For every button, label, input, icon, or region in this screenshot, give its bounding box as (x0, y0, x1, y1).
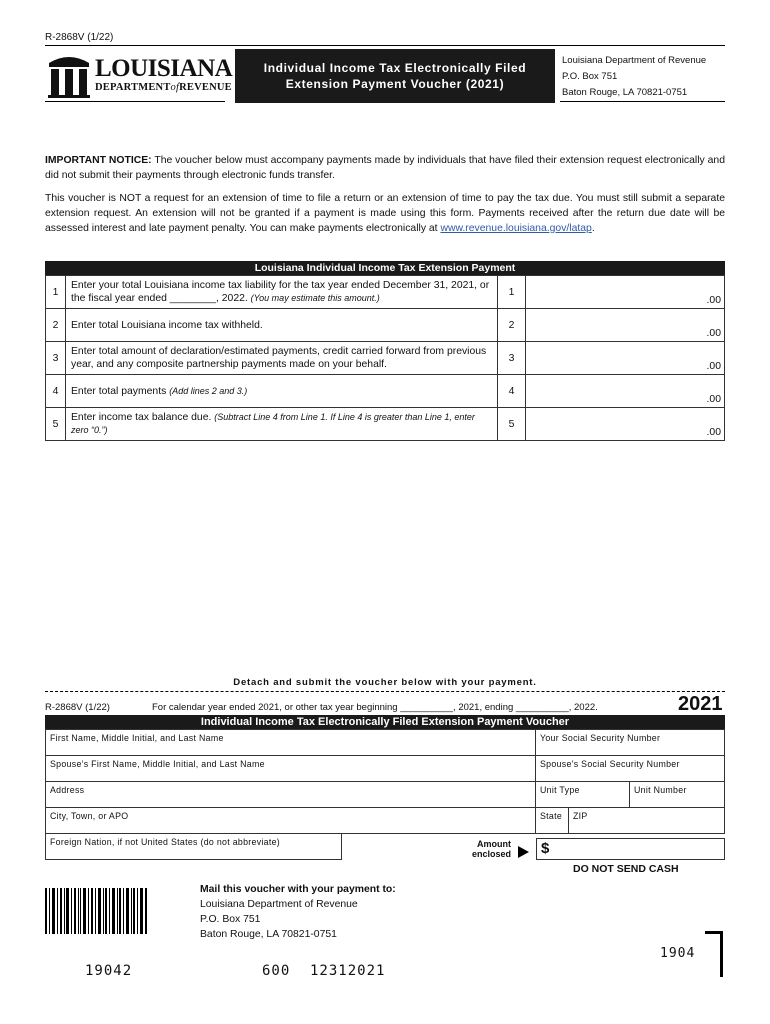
state-field[interactable]: State (535, 807, 569, 834)
form-number: R-2868V (1/22) (45, 32, 114, 43)
ssn-field[interactable]: Your Social Security Number (535, 729, 725, 756)
amount-enclosed-label: Amount enclosed (472, 839, 512, 859)
latap-link[interactable]: www.revenue.louisiana.gov/latap (440, 223, 592, 234)
zip-field[interactable]: ZIP (568, 807, 725, 834)
logo-wordmark: LOUISIANA (95, 55, 233, 82)
amount-field-1[interactable]: .00 (526, 276, 725, 309)
city-field[interactable]: City, Town, or APO (45, 807, 536, 834)
ocr-line-1: 19042 (85, 963, 133, 979)
foreign-nation-field[interactable]: Foreign Nation, if not United States (do not abbreviate) (45, 833, 342, 860)
amount-enclosed-field[interactable]: $ (536, 838, 725, 860)
first-name-field[interactable]: First Name, Middle Initial, and Last Name (45, 729, 536, 756)
notice: IMPORTANT NOTICE: The voucher below must accompany payments made by individuals that have filed their extension request electronically and did not submit their payments through electronic funds transfer. This voucher is NOT a request for an extension of time to file a return or an extension of time to pay the tax due. You must still submit a separate extension request. An extension will not be granted if a payment is made using this form. Payments received after the return due date will be assessed interest and late payment penalty. You can make payments electronically at www.revenue.louisiana.gov/latap. (45, 155, 725, 234)
worksheet-line-5: 5 Enter income tax balance due. (Subtract Line 4 from Line 1. If Line 4 is greater than Line 1, enter zero “0.”) 5 .00 (46, 408, 725, 441)
address-field[interactable]: Address (45, 781, 536, 808)
corner-mark-vertical (720, 931, 723, 977)
mailing-instructions: Mail this voucher with your payment to: Louisiana Department of Revenue P.O. Box 751 Baton Rouge, LA 70821-0751 (200, 884, 396, 940)
logo-rule (45, 101, 225, 102)
unit-type-field[interactable]: Unit Type (535, 781, 630, 808)
header-rule (45, 45, 725, 46)
ldr-logo (45, 53, 233, 99)
address-rule (560, 101, 725, 102)
voucher-title: Individual Income Tax Electronically Filed Extension Payment Voucher (45, 715, 725, 729)
worksheet-line-3: 3 Enter total amount of declaration/estimated payments, credit carried forward from previous year, and any composite partnership payments made on your behalf. 3 .00 (46, 342, 725, 375)
no-cash-warning: DO NOT SEND CASH (573, 863, 679, 875)
logo-subtitle: DEPARTMENTofREVENUE (95, 82, 232, 93)
worksheet-line-2: 2 Enter total Louisiana income tax withheld. 2 .00 (46, 309, 725, 342)
form-title: Individual Income Tax Electronically Filed Extension Payment Voucher (2021) (235, 49, 555, 103)
barcode (45, 888, 148, 934)
arrow-right-icon (518, 846, 529, 858)
spouse-ssn-field[interactable]: Spouse’s Social Security Number (535, 755, 725, 782)
worksheet-line-4: 4 Enter total payments (Add lines 2 and 3.) 4 .00 (46, 375, 725, 408)
agency-address: Louisiana Department of Revenue P.O. Box 751 Baton Rouge, LA 70821-0751 (562, 55, 707, 98)
detach-line (45, 691, 725, 692)
worksheet-line-1: 1 Enter your total Louisiana income tax liability for the tax year ended December 31, 2021, or the fiscal year ended ________, 2022. (You may estimate this amount.) 1 .00 (46, 276, 725, 309)
tax-year: 2021 (678, 693, 723, 715)
barcode-icon (45, 888, 148, 934)
ocr-line-3: 12312021 (310, 963, 386, 979)
amount-field-5[interactable]: .00 (526, 408, 725, 441)
amount-field-3[interactable]: .00 (526, 342, 725, 375)
detach-instruction: Detach and submit the voucher below with your payment. (233, 677, 537, 688)
voucher-form-number: R-2868V (1/22) (45, 702, 110, 713)
pelican-columns-icon (45, 53, 93, 99)
worksheet-title: Louisiana Individual Income Tax Extension Payment (45, 261, 725, 275)
amount-field-2[interactable]: .00 (526, 309, 725, 342)
ocr-line-2: 600 (262, 963, 291, 979)
tax-period: For calendar year ended 2021, or other tax year beginning __________, 2021, ending __________, 2022. (152, 702, 598, 713)
worksheet-table (45, 275, 725, 441)
spouse-name-field[interactable]: Spouse’s First Name, Middle Initial, and Last Name (45, 755, 536, 782)
amount-field-4[interactable]: .00 (526, 375, 725, 408)
unit-number-field[interactable]: Unit Number (629, 781, 725, 808)
form-code: 1904 (660, 946, 696, 961)
